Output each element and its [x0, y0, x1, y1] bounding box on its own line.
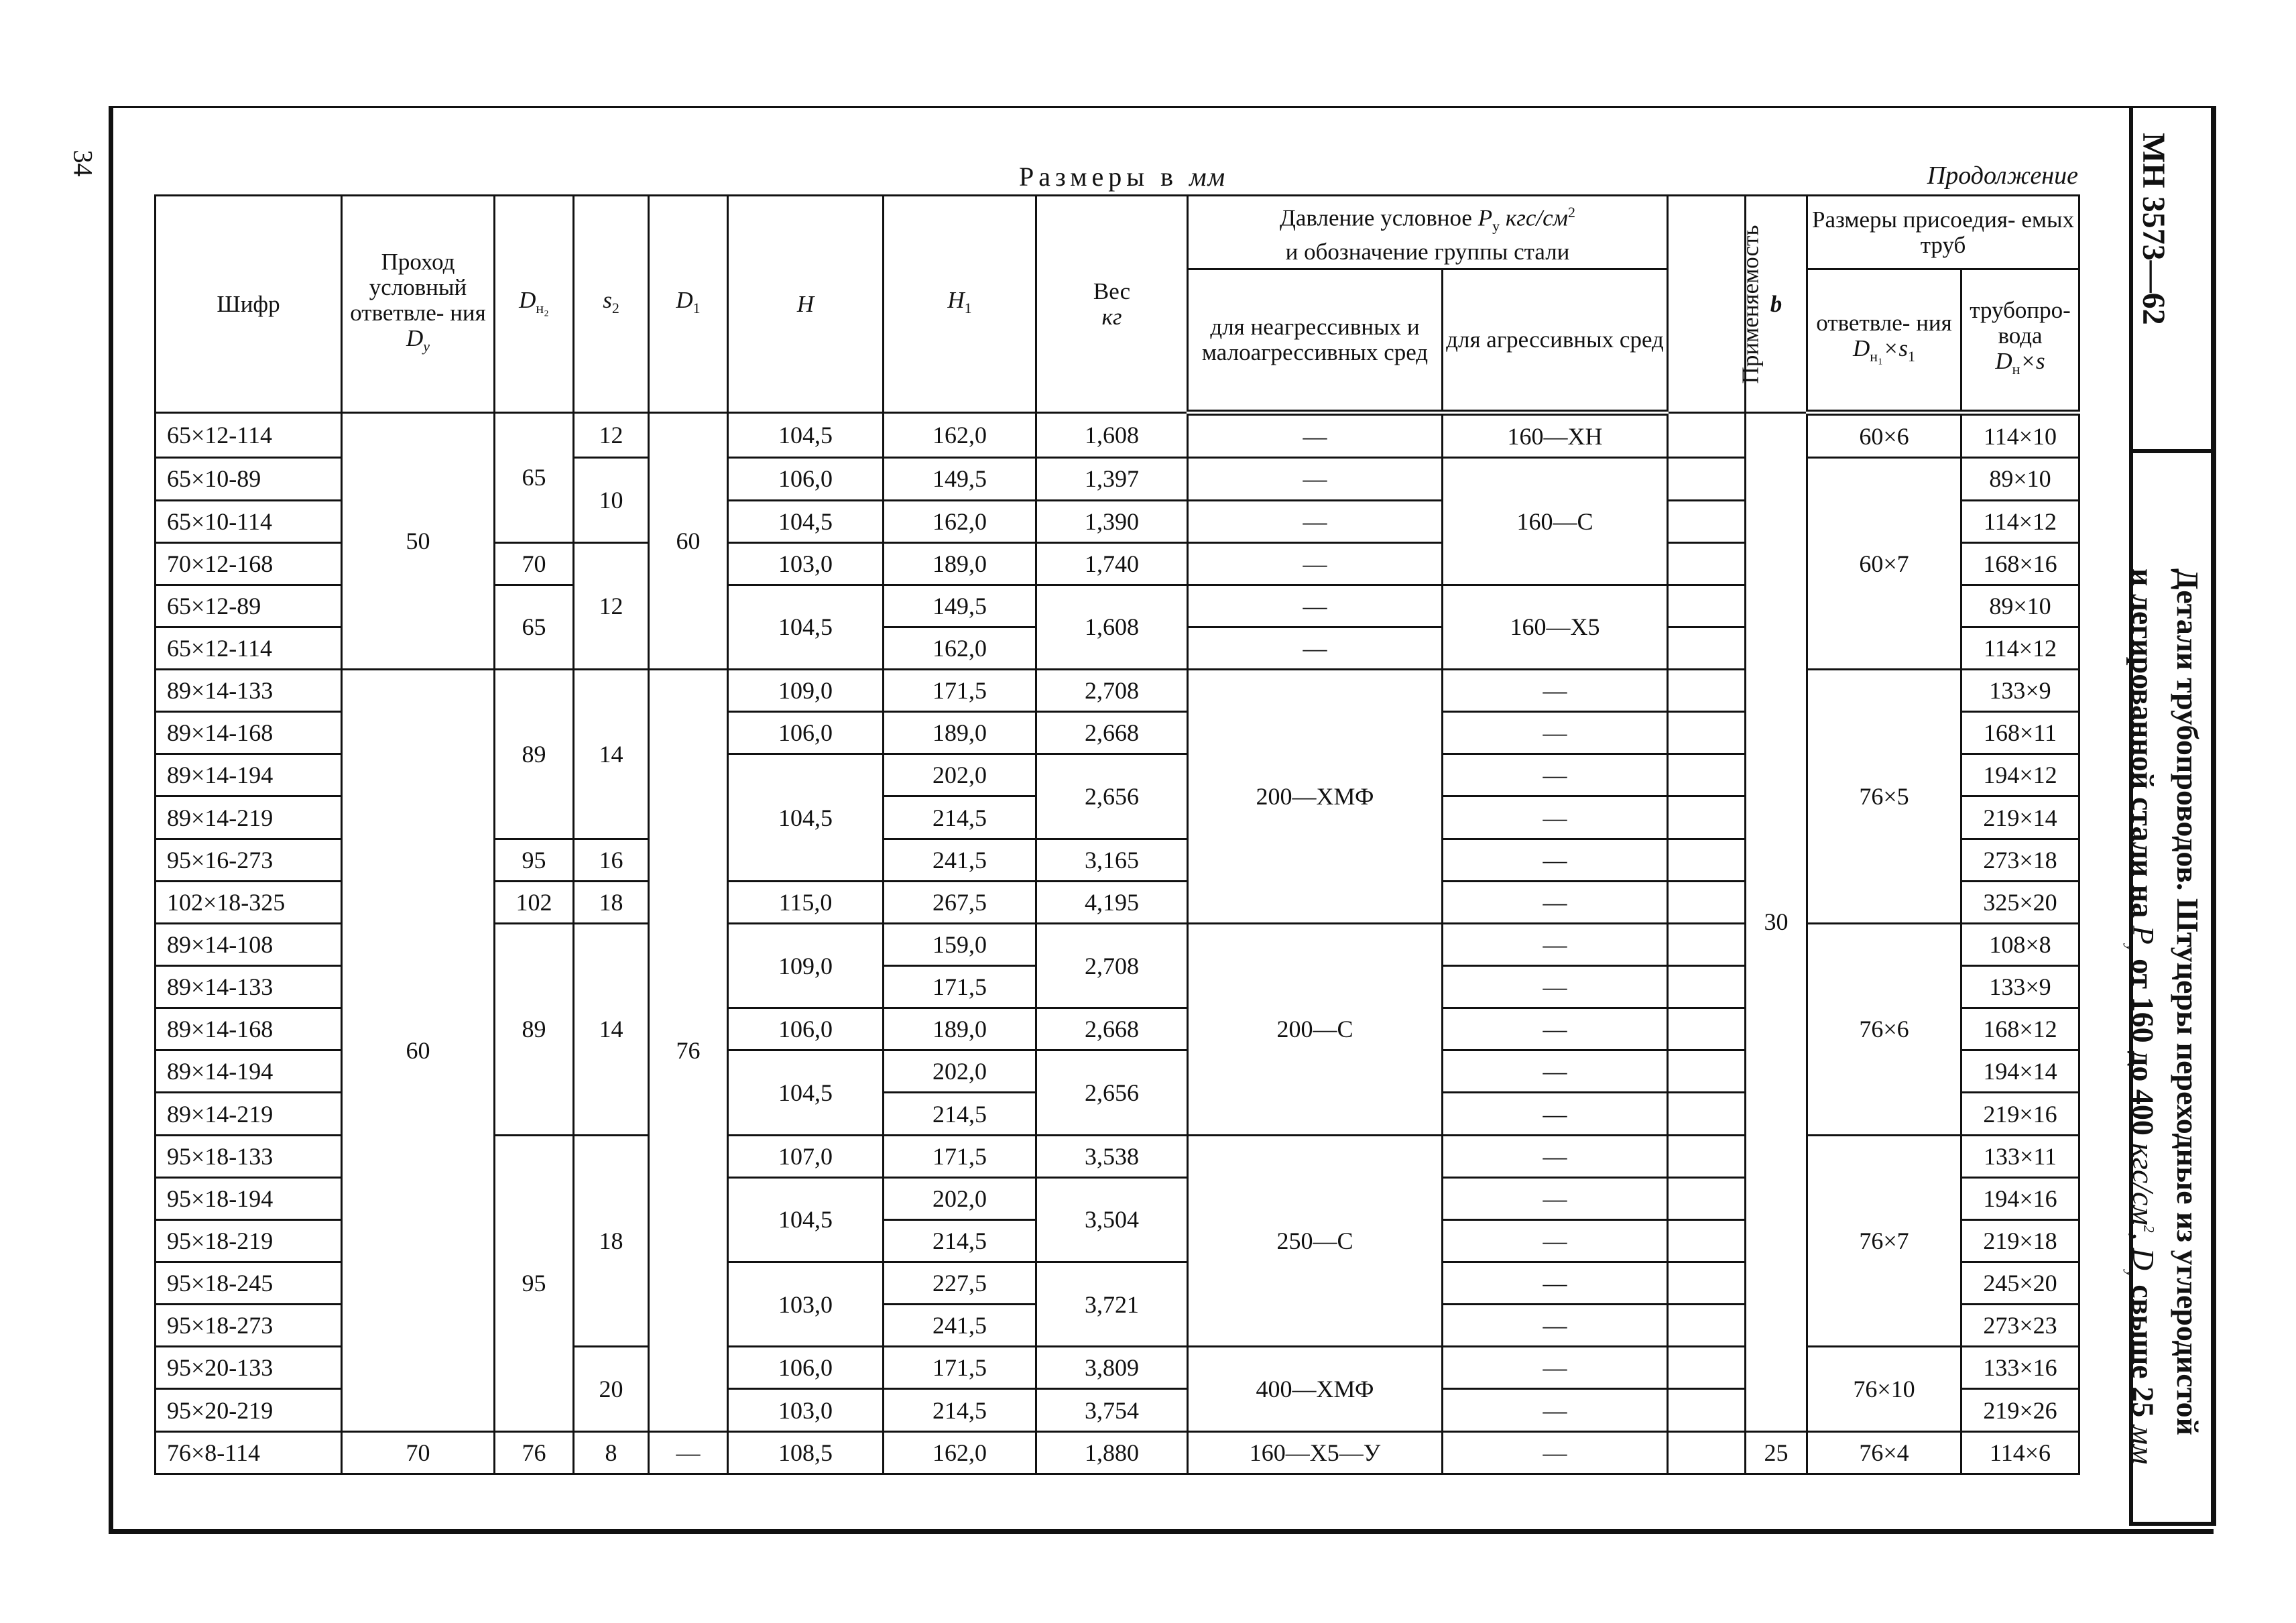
cell-aggr: — — [1443, 1008, 1668, 1050]
col-applicability-text: Применяемость — [1737, 225, 1764, 383]
col-main-sym: D — [1995, 348, 2012, 374]
cell-branch: 76×4 — [1807, 1431, 1961, 1474]
cell-cipher: 89×14-194 — [156, 1050, 342, 1093]
col-d1-sym: D — [676, 286, 693, 313]
cell-weight: 1,397 — [1036, 458, 1188, 500]
cell-s2: 18 — [574, 1135, 649, 1347]
cell-aggr: — — [1443, 796, 1668, 839]
cell-nonaggr: 400—ХМФ — [1188, 1347, 1443, 1431]
cell-cipher: 89×14-194 — [156, 754, 342, 796]
cell-d1: 60 — [649, 413, 728, 670]
col-branch — [1807, 269, 1961, 413]
cell-applicability — [1668, 458, 1746, 500]
cell-b: 25 — [1746, 1431, 1807, 1474]
cell-weight: 3,809 — [1036, 1347, 1188, 1389]
cell-weight: 2,656 — [1036, 1050, 1188, 1135]
col-s2 — [574, 196, 649, 413]
cell-h: 115,0 — [728, 881, 884, 923]
title-tail: свыше 25 — [2126, 1284, 2161, 1418]
cell-applicability — [1668, 839, 1746, 881]
cell-h1: 202,0 — [884, 1050, 1036, 1093]
col-pressure-group — [1188, 196, 1668, 269]
col-d1 — [649, 196, 728, 413]
cell-applicability — [1668, 1347, 1746, 1389]
cell-cipher: 89×14-219 — [156, 796, 342, 839]
title-unit: кгс/см — [2126, 1143, 2161, 1225]
col-h-sym: H — [796, 290, 814, 317]
cell-main: 219×16 — [1961, 1093, 2079, 1135]
cell-applicability — [1668, 670, 1746, 712]
cell-applicability — [1668, 1305, 1746, 1347]
col-nonaggr: для неагрессивных и малоагрессивных сред — [1188, 269, 1443, 413]
cell-applicability — [1668, 627, 1746, 669]
cell-h1: 162,0 — [884, 1431, 1036, 1474]
cell-nonaggr: — — [1188, 542, 1443, 585]
cell-aggr: — — [1443, 881, 1668, 923]
cell-cipher: 95×16-273 — [156, 839, 342, 881]
page-number: 34 — [68, 149, 99, 177]
cell-h1: 171,5 — [884, 670, 1036, 712]
cell-passage: 60 — [342, 670, 495, 1432]
cell-h1: 214,5 — [884, 1093, 1036, 1135]
cell-b: 30 — [1746, 413, 1807, 1432]
cell-weight: 1,608 — [1036, 585, 1188, 669]
title-tail-unit: мм — [2126, 1425, 2161, 1465]
col-branch-sub: н₁ — [1870, 348, 1883, 365]
cell-s2: 18 — [574, 881, 649, 923]
cell-applicability — [1668, 413, 1746, 458]
title-dy-sub: у — [2122, 1270, 2140, 1277]
cell-applicability — [1668, 500, 1746, 542]
cell-cipher: 89×14-133 — [156, 966, 342, 1008]
cell-h: 103,0 — [728, 542, 884, 585]
col-pressure-text: Давление условное — [1280, 204, 1472, 231]
cell-cipher: 65×12-114 — [156, 627, 342, 669]
cell-aggr: — — [1443, 1389, 1668, 1431]
col-branch-sym: D — [1853, 335, 1870, 361]
cell-weight: 3,165 — [1036, 839, 1188, 881]
cell-h: 104,5 — [728, 754, 884, 881]
cell-h1: 159,0 — [884, 923, 1036, 965]
col-pressure-sup: 2 — [1568, 204, 1576, 221]
cell-cipher: 65×10-89 — [156, 458, 342, 500]
cell-nonaggr: 160—Х5—У — [1188, 1431, 1443, 1474]
cell-weight: 2,656 — [1036, 754, 1188, 839]
cell-h1: 214,5 — [884, 1219, 1036, 1262]
cell-dn2: 89 — [495, 923, 574, 1135]
cell-applicability — [1668, 754, 1746, 796]
cell-applicability — [1668, 1008, 1746, 1050]
cell-h1: 171,5 — [884, 966, 1036, 1008]
cell-branch: 76×10 — [1807, 1347, 1961, 1431]
col-passage — [342, 196, 495, 413]
cell-nonaggr: 200—С — [1188, 923, 1443, 1135]
cell-aggr: — — [1443, 754, 1668, 796]
cell-aggr: — — [1443, 1347, 1668, 1389]
col-d1-sub: 1 — [692, 299, 701, 316]
cell-weight: 2,668 — [1036, 1008, 1188, 1050]
cell-aggr: — — [1443, 1431, 1668, 1474]
cell-applicability — [1668, 796, 1746, 839]
cell-h1: 162,0 — [884, 413, 1036, 458]
cell-h1: 202,0 — [884, 754, 1036, 796]
cell-branch: 76×6 — [1807, 923, 1961, 1135]
cell-main: 219×26 — [1961, 1389, 2079, 1431]
cell-applicability — [1668, 1093, 1746, 1135]
cell-weight: 2,668 — [1036, 712, 1188, 754]
col-weight-unit: кг — [1101, 303, 1122, 330]
cell-weight: 2,708 — [1036, 923, 1188, 1008]
cell-h1: 227,5 — [884, 1262, 1036, 1305]
cell-applicability — [1668, 923, 1746, 965]
cell-cipher: 89×14-108 — [156, 923, 342, 965]
cell-cipher: 65×12-114 — [156, 413, 342, 458]
cell-s2: 14 — [574, 923, 649, 1135]
cell-cipher: 76×8-114 — [156, 1431, 342, 1474]
col-dn2 — [495, 196, 574, 413]
cell-h: 104,5 — [728, 413, 884, 458]
col-branch-x: ×s — [1882, 335, 1908, 361]
cell-main: 325×20 — [1961, 881, 2079, 923]
cell-h: 106,0 — [728, 712, 884, 754]
cell-applicability — [1668, 1431, 1746, 1474]
cell-cipher: 95×18-219 — [156, 1219, 342, 1262]
cell-h: 103,0 — [728, 1389, 884, 1431]
cell-s2: 12 — [574, 413, 649, 458]
col-s2-sub: 2 — [611, 299, 619, 316]
cell-h: 106,0 — [728, 1008, 884, 1050]
sizes-unit: мм — [1189, 162, 1227, 192]
title-range: от 160 до 400 — [2126, 959, 2161, 1136]
col-passage-sub: у — [423, 337, 430, 355]
cell-nonaggr: — — [1188, 500, 1443, 542]
cell-applicability — [1668, 1262, 1746, 1305]
cell-main: 168×12 — [1961, 1008, 2079, 1050]
cell-weight: 3,504 — [1036, 1177, 1188, 1262]
col-pressure-unit: кгс/см — [1505, 204, 1569, 231]
cell-weight: 1,740 — [1036, 542, 1188, 585]
cell-main: 114×12 — [1961, 627, 2079, 669]
cell-applicability — [1668, 1135, 1746, 1177]
table-caption — [154, 161, 2078, 194]
col-branch-text: ответвле- ния — [1816, 310, 1952, 336]
cell-main: 133×16 — [1961, 1347, 2079, 1389]
cell-h1: 149,5 — [884, 585, 1036, 627]
cell-h: 104,5 — [728, 1177, 884, 1262]
title-unit-sup: 2 — [2140, 1225, 2157, 1233]
cell-h1: 189,0 — [884, 1008, 1036, 1050]
cell-nonaggr: 250—С — [1188, 1135, 1443, 1347]
cell-cipher: 89×14-219 — [156, 1093, 342, 1135]
cell-s2: 14 — [574, 670, 649, 839]
cell-h: 106,0 — [728, 1347, 884, 1389]
cell-applicability — [1668, 1389, 1746, 1431]
cell-h: 107,0 — [728, 1135, 884, 1177]
cell-dn2: 95 — [495, 1135, 574, 1431]
cell-main: 219×14 — [1961, 796, 2079, 839]
col-h — [728, 196, 884, 413]
cell-h1: 162,0 — [884, 500, 1036, 542]
col-passage-sym: D — [406, 324, 424, 351]
cell-s2: 8 — [574, 1431, 649, 1474]
col-h1-sym: H — [947, 286, 965, 313]
cell-cipher: 102×18-325 — [156, 881, 342, 923]
cell-cipher: 95×18-273 — [156, 1305, 342, 1347]
col-main-sub: н — [2012, 361, 2020, 377]
col-pressure-sub: у — [1492, 217, 1500, 235]
cell-passage: 70 — [342, 1431, 495, 1474]
col-main-x: ×s — [2020, 348, 2045, 374]
col-dn2-sub: н₂ — [536, 299, 549, 316]
table-row — [156, 1431, 2079, 1474]
cell-main: 108×8 — [1961, 923, 2079, 965]
cell-s2: 16 — [574, 839, 649, 881]
cell-cipher: 95×20-219 — [156, 1389, 342, 1431]
cell-h1: 202,0 — [884, 1177, 1036, 1219]
cell-main: 133×9 — [1961, 966, 2079, 1008]
cell-h1: 267,5 — [884, 881, 1036, 923]
cell-applicability — [1668, 1050, 1746, 1093]
col-b-sym: b — [1770, 290, 1783, 317]
cell-d1: — — [649, 1431, 728, 1474]
cell-main: 114×10 — [1961, 413, 2079, 458]
document-title: Детали трубопроводов. Штуцеры переходные из углеродистой и легированной стали на $Р_у$ от 160 до 400 кгс/$см^2$, $D_у$ свыше 25 мм — [2122, 568, 2205, 1465]
cell-h: 103,0 — [728, 1262, 884, 1347]
cell-weight: 1,608 — [1036, 413, 1188, 458]
cell-weight: 3,721 — [1036, 1262, 1188, 1347]
cell-main: 245×20 — [1961, 1262, 2079, 1305]
cell-weight: 3,538 — [1036, 1135, 1188, 1177]
cell-d1: 76 — [649, 670, 728, 1432]
cell-main: 194×16 — [1961, 1177, 2079, 1219]
cell-cipher: 95×18-194 — [156, 1177, 342, 1219]
cell-main: 168×16 — [1961, 542, 2079, 585]
cell-h1: 189,0 — [884, 712, 1036, 754]
sizes-label-text: Размеры в — [1019, 162, 1179, 192]
table-row — [156, 413, 2079, 458]
cell-aggr: 160—Х5 — [1443, 585, 1668, 669]
cell-branch: 60×7 — [1807, 458, 1961, 670]
table-container — [154, 194, 2078, 1475]
col-branch-x-sub: 1 — [1908, 348, 1915, 365]
cell-h1: 149,5 — [884, 458, 1036, 500]
cell-h: 108,5 — [728, 1431, 884, 1474]
cell-h1: 214,5 — [884, 1389, 1036, 1431]
col-aggr: для агрессивных сред — [1443, 269, 1668, 413]
cell-dn2: 65 — [495, 585, 574, 669]
cell-cipher: 65×12-89 — [156, 585, 342, 627]
col-main-pipe — [1961, 269, 2079, 413]
cell-dn2: 89 — [495, 670, 574, 839]
cell-aggr: 160—ХН — [1443, 413, 1668, 458]
cell-weight: 1,390 — [1036, 500, 1188, 542]
col-pressure-sym: Р — [1477, 204, 1493, 231]
cell-applicability — [1668, 1219, 1746, 1262]
cell-cipher: 95×18-133 — [156, 1135, 342, 1177]
cell-h1: 171,5 — [884, 1347, 1036, 1389]
cell-branch: 76×5 — [1807, 670, 1961, 924]
col-cipher: Шифр — [156, 196, 342, 413]
cell-s2: 12 — [574, 542, 649, 669]
cell-main: 273×18 — [1961, 839, 2079, 881]
cell-applicability — [1668, 712, 1746, 754]
cell-main: 133×9 — [1961, 670, 2079, 712]
cell-cipher: 70×12-168 — [156, 542, 342, 585]
title-line-1: Детали трубопроводов. Штуцеры переходные из углеродистой — [2171, 568, 2205, 1436]
cell-weight: 2,708 — [1036, 670, 1188, 712]
col-h1-sub: 1 — [964, 299, 972, 316]
col-pipes-group: Размеры присоедия- емых труб — [1807, 196, 2079, 269]
cell-aggr: — — [1443, 1135, 1668, 1177]
cell-aggr: — — [1443, 1050, 1668, 1093]
cell-h: 104,5 — [728, 500, 884, 542]
title-line-2: и легированной стали на — [2126, 568, 2161, 918]
cell-applicability — [1668, 585, 1746, 627]
document-code: МН 3573—62 — [2136, 133, 2171, 325]
cell-cipher: 89×14-168 — [156, 712, 342, 754]
cell-main: 219×18 — [1961, 1219, 2079, 1262]
cell-h1: 241,5 — [884, 839, 1036, 881]
cell-h: 106,0 — [728, 458, 884, 500]
cell-applicability — [1668, 881, 1746, 923]
cell-main: 89×10 — [1961, 458, 2079, 500]
cell-main: 114×6 — [1961, 1431, 2079, 1474]
sizes-label — [1019, 161, 1226, 192]
cell-aggr: — — [1443, 1262, 1668, 1305]
cell-cipher: 89×14-133 — [156, 670, 342, 712]
cell-aggr: — — [1443, 1093, 1668, 1135]
cell-weight: 3,754 — [1036, 1389, 1188, 1431]
cell-aggr: — — [1443, 712, 1668, 754]
cell-cipher: 65×10-114 — [156, 500, 342, 542]
cell-applicability — [1668, 966, 1746, 1008]
cell-dn2: 102 — [495, 881, 574, 923]
cell-main: 133×11 — [1961, 1135, 2079, 1177]
cell-aggr: — — [1443, 966, 1668, 1008]
cell-main: 194×12 — [1961, 754, 2079, 796]
cell-dn2: 65 — [495, 413, 574, 543]
cell-dn2: 95 — [495, 839, 574, 881]
cell-h1: 189,0 — [884, 542, 1036, 585]
cell-h1: 241,5 — [884, 1305, 1036, 1347]
cell-aggr: — — [1443, 923, 1668, 965]
cell-cipher: 95×20-133 — [156, 1347, 342, 1389]
col-pressure-tail: и обозначение группы стали — [1285, 238, 1570, 265]
cell-aggr: — — [1443, 670, 1668, 712]
cell-nonaggr: 200—ХМФ — [1188, 670, 1443, 924]
cell-h1: 171,5 — [884, 1135, 1036, 1177]
cell-cipher: 95×18-245 — [156, 1262, 342, 1305]
cell-nonaggr: — — [1188, 413, 1443, 458]
cell-nonaggr: — — [1188, 585, 1443, 627]
cell-h1: 214,5 — [884, 796, 1036, 839]
col-weight-text: Вес — [1093, 278, 1131, 304]
cell-passage: 50 — [342, 413, 495, 670]
cell-nonaggr: — — [1188, 458, 1443, 500]
cell-h: 109,0 — [728, 670, 884, 712]
cell-aggr: — — [1443, 1305, 1668, 1347]
cell-branch: 76×7 — [1807, 1135, 1961, 1347]
strip-divider — [2133, 449, 2211, 453]
cell-main: 114×12 — [1961, 500, 2079, 542]
cell-main: 194×14 — [1961, 1050, 2079, 1093]
cell-branch: 60×6 — [1807, 413, 1961, 458]
cell-aggr: — — [1443, 1177, 1668, 1219]
cell-h1: 162,0 — [884, 627, 1036, 669]
cell-main: 89×10 — [1961, 585, 2079, 627]
fittings-table — [154, 194, 2080, 1475]
col-main-text: трубопро- вода — [1970, 297, 2071, 349]
cell-main: 168×11 — [1961, 712, 2079, 754]
cell-s2: 20 — [574, 1347, 649, 1431]
cell-aggr: 160—С — [1443, 458, 1668, 585]
cell-dn2: 76 — [495, 1431, 574, 1474]
cell-h: 104,5 — [728, 585, 884, 669]
col-applicability — [1668, 196, 1764, 413]
title-strip — [2122, 106, 2216, 1526]
cell-applicability — [1668, 542, 1746, 585]
cell-weight: 1,880 — [1036, 1431, 1188, 1474]
title-py-sub: у — [2122, 944, 2140, 951]
cell-applicability — [1668, 1177, 1746, 1219]
cell-main: 273×23 — [1961, 1305, 2079, 1347]
col-h1 — [884, 196, 1036, 413]
cell-weight: 4,195 — [1036, 881, 1188, 923]
cell-aggr: — — [1443, 839, 1668, 881]
cell-dn2: 70 — [495, 542, 574, 585]
cell-s2: 10 — [574, 458, 649, 542]
continuation-label: Продолжение — [1927, 162, 2078, 190]
cell-nonaggr: — — [1188, 627, 1443, 669]
cell-h: 109,0 — [728, 923, 884, 1008]
cell-cipher: 89×14-168 — [156, 1008, 342, 1050]
col-passage-text: Проход условный ответвле- ния — [350, 248, 486, 326]
col-dn2-sym: D — [519, 286, 536, 313]
col-weight — [1036, 196, 1188, 413]
col-s2-sym: s — [603, 286, 612, 313]
cell-aggr: — — [1443, 1219, 1668, 1262]
cell-h: 104,5 — [728, 1050, 884, 1135]
title-py: Р — [2126, 925, 2161, 945]
title-dy: D — [2126, 1248, 2161, 1271]
